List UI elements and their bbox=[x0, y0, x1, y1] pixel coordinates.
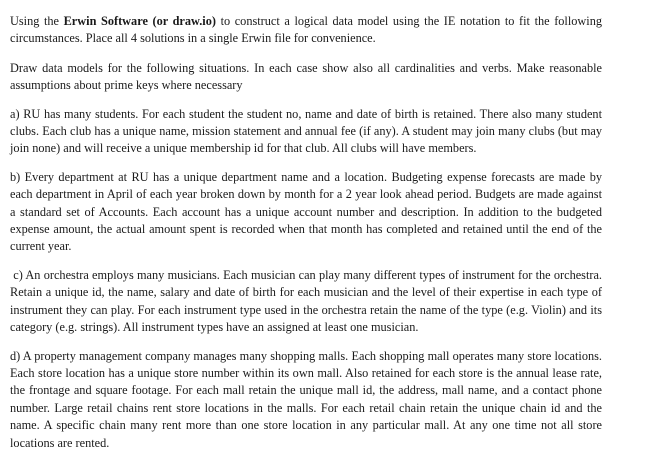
instructions-paragraph: Draw data models for the following situations. In each case show also all cardinalities and verbs. Make reasonable assumptions about prime keys where necessary bbox=[10, 60, 602, 93]
question-d-paragraph: d) A property management company manages many shopping malls. Each shopping mall operates many store locations. Each store location has a unique store number within its own mall. Also retained for each store is the annual lease rate, the frontage and square footage. For each mall retain the unique mall id, the address, mall name, and a contact phone number. Large retail chains rent store locations in the malls. For each retail chain retain the unique chain id and the name. A specific chain many rent more than one store location in any particular mall. At any one time not all store locations are rented. bbox=[10, 348, 602, 450]
question-b-paragraph: b) Every department at RU has a unique department name and a location. Budgeting expense forecasts are made by each department in April of each year broken down by month for a 2 year look ahead period. Budgets are made against a standard set of Accounts. Each account has a unique account number and description. In addition to the budgeted expense amount, the actual amount spent is recorded when that month has completed and retained until the end of the current year. bbox=[10, 169, 602, 254]
intro-software-name: Erwin Software (or draw.io) bbox=[63, 14, 216, 28]
question-a-paragraph: a) RU has many students. For each student the student no, name and date of birth is retained. There also many student clubs. Each club has a unique name, mission statement and annual fee (if any). A student may join many clubs (but may join none) and will receive a unique membership id for that club. All clubs will have members. bbox=[10, 106, 602, 156]
document-body bbox=[10, 13, 606, 463]
question-c-paragraph: c) An orchestra employs many musicians. Each musician can play many different types of instrument for the orchestra. Retain a unique id, the name, salary and date of birth for each musician and the level of their expertise in each type of instrument they can play. For each instrument type used in the orchestra retain the name of the type (e.g. Violin) and its category (e.g. strings). All instrument types have an assigned at least one musician. bbox=[10, 267, 606, 335]
intro-paragraph bbox=[10, 13, 602, 48]
intro-prefix: Using the bbox=[10, 14, 64, 28]
intro-suffix: to construct a logical data model using the IE notation to fit the following circumstances. Place all 4 solutions in a single Erwin file for convenience. bbox=[10, 14, 603, 46]
